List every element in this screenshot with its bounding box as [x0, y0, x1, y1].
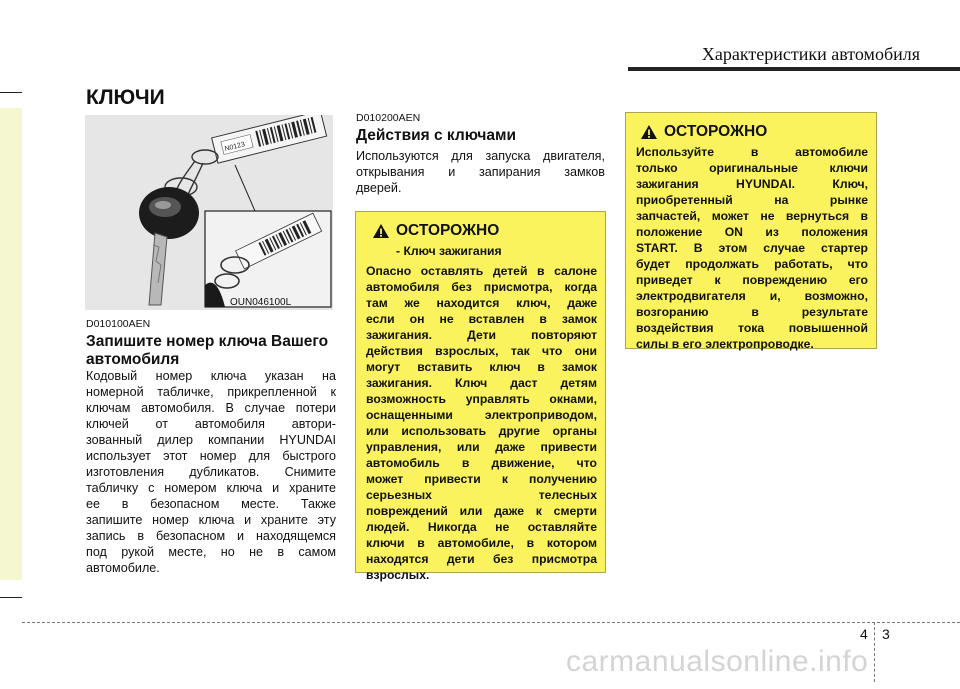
- warning2-line: возгоранию в результате: [636, 305, 868, 319]
- col1-line: ее в безопасном месте. Также: [86, 497, 336, 511]
- warning1-line: находятся дети без присмотра: [366, 552, 597, 566]
- warning2-body: [636, 144, 868, 352]
- warning1-heading: [372, 222, 499, 240]
- warning1-line: или использовать другие органы: [366, 424, 597, 438]
- warning1-line: повреждений или даже к смерти: [366, 504, 597, 518]
- col2-body: [356, 148, 605, 196]
- warning1-line: могут вставить ключ в замок: [366, 360, 597, 374]
- col1-title-line2: автомобиля: [86, 351, 180, 368]
- warning1-line: может привести к получению: [366, 472, 597, 486]
- warning2-line: START. В этом случае стартер: [636, 241, 868, 255]
- col2-code: D010200AEN: [356, 112, 421, 124]
- col2-line: открывания и запирания замков: [356, 165, 605, 179]
- key-photo: [85, 115, 333, 310]
- warning2-heading: [640, 123, 767, 141]
- header-rule: [628, 67, 960, 71]
- col1-line: автомобиле.: [86, 561, 160, 575]
- col1-line: под рукой месте, но не в самом: [86, 545, 336, 559]
- warning1-line: людей. Никогда не оставляйте: [366, 520, 597, 534]
- warning1-line: автомобиля без присмотра, когда: [366, 280, 597, 294]
- col1-line: зованный дилер компании HYUNDAI: [86, 433, 336, 447]
- warning1-line: Опасно оставлять детей в салоне: [366, 264, 597, 278]
- page-number: 3: [882, 626, 890, 642]
- warning2-line: силы в его электропроводке.: [636, 337, 814, 351]
- key-tag-inset: [205, 211, 331, 307]
- warning-triangle-icon: [372, 223, 390, 239]
- chapter-title: Характеристики автомобиля: [701, 44, 920, 64]
- warning2-line: запчастей, может не вернуться в: [636, 209, 868, 223]
- col2-title: Действия с ключами: [356, 127, 516, 144]
- warning1-line: действия взрослых, так что они: [366, 344, 597, 358]
- warning-box-genuine-keys: [625, 112, 877, 349]
- warning1-line: возможность управлять окнами,: [366, 392, 597, 406]
- warning2-line: положение ON из положения: [636, 225, 868, 239]
- photo-code: OUN046100L: [230, 297, 292, 308]
- warning2-line: Используйте в автомобиле: [636, 145, 868, 159]
- col1-title-line1: Запишите номер ключа Вашего: [86, 333, 329, 350]
- col1-line: номерной табличке, прикрепленной к: [86, 385, 336, 399]
- warning1-line: зажигания. Ключ даст детям: [366, 376, 597, 390]
- col1-line: Кодовый номер ключа указан на: [86, 369, 336, 383]
- col1-line: ключей от автомобиля автори-: [86, 417, 336, 431]
- col2-line: дверей.: [356, 181, 402, 195]
- warning-box-ignition-key: [355, 211, 606, 582]
- warning1-title: ОСТОРОЖНО: [396, 222, 500, 239]
- warning2-line: зажигания HYUNDAI. Ключ,: [636, 177, 868, 191]
- key-head: [139, 187, 199, 239]
- watermark: carmanualsonline.info: [566, 645, 869, 678]
- warning1-line: автомобиль в движение, что: [366, 456, 597, 470]
- warning2-line: воздействия тока повышенной: [636, 321, 868, 335]
- margin-rule-top: [0, 92, 22, 93]
- warning1-line: зажигания. Дети повторяют: [366, 328, 597, 342]
- footer-rule: [22, 622, 960, 623]
- warning1-line: управления, или даже привести: [366, 440, 597, 454]
- col1-line: ключам автомобиля. В случае потери: [86, 401, 336, 415]
- warning2-line: будет продолжать работать, что: [636, 257, 868, 271]
- footer-divider: [874, 622, 875, 682]
- col1-line: запись в безопасном и находящемся: [86, 529, 336, 543]
- warning-triangle-icon: [640, 124, 658, 140]
- section-title: КЛЮЧИ: [86, 86, 165, 109]
- col1-line: изготовления дубликатов. Снимите: [86, 465, 336, 479]
- col2-line: Используются для запуска двигателя,: [356, 149, 605, 163]
- col1-body: [86, 368, 336, 576]
- warning2-line: приведет к повреждению его: [636, 273, 868, 287]
- warning1-line: если он не вставлен в замок: [366, 312, 597, 326]
- col1-line: использует этот номер для быстрого: [86, 449, 336, 463]
- warning1-line: ключи в автомобиле, в котором: [366, 536, 597, 550]
- chapter-number: 4: [860, 626, 868, 642]
- col1-title: [86, 333, 336, 369]
- warning1-subtitle: - Ключ зажигания: [396, 244, 502, 258]
- warning2-line: электродвигателя и, возможно,: [636, 289, 868, 303]
- warning1-line: оснащенными электроприводом,: [366, 408, 597, 422]
- warning2-title: ОСТОРОЖНО: [664, 123, 768, 140]
- margin-rule-bottom: [0, 597, 22, 598]
- warning1-body: [366, 263, 597, 583]
- col1-line: запишите номер ключа и храните эту: [86, 513, 336, 527]
- warning1-line: там же находится ключ, даже: [366, 296, 597, 310]
- key-illustration: [85, 115, 333, 310]
- warning1-line: взрослых.: [366, 568, 430, 582]
- warning1-line: серьезных телесных: [366, 488, 597, 502]
- col1-code: D010100AEN: [86, 318, 151, 330]
- warning2-line: только оригинальные ключи: [636, 161, 868, 175]
- svg-text:N0123: N0123: [224, 141, 246, 153]
- margin-tint: [0, 108, 22, 580]
- col1-line: табличку с номером ключа и храните: [86, 481, 336, 495]
- warning2-line: приобретенный на рынке: [636, 193, 868, 207]
